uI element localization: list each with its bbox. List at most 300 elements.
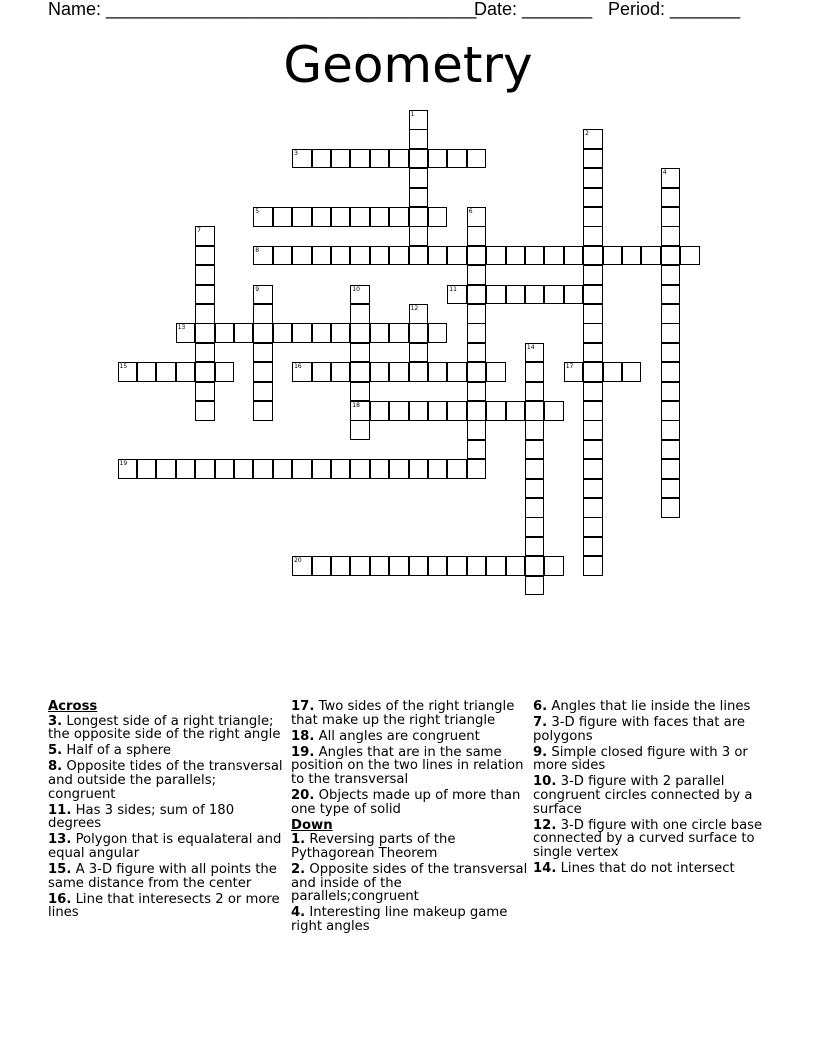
crossword-cell[interactable] xyxy=(409,226,429,246)
crossword-cell[interactable] xyxy=(409,401,429,421)
crossword-cell[interactable] xyxy=(525,537,545,557)
clue-across-3 xyxy=(48,715,286,742)
crossword-cell[interactable] xyxy=(447,556,467,576)
clue-number-label: 11 xyxy=(449,285,457,293)
crossword-cell[interactable] xyxy=(195,343,215,363)
crossword-cell[interactable] xyxy=(583,168,603,188)
clue-number: 17. xyxy=(291,699,315,714)
crossword-cell[interactable] xyxy=(350,556,370,576)
crossword-cell[interactable] xyxy=(350,420,370,440)
crossword-cell[interactable] xyxy=(428,246,448,266)
crossword-cell[interactable] xyxy=(506,285,526,305)
crossword-cell[interactable] xyxy=(312,323,332,343)
crossword-cell[interactable] xyxy=(409,459,429,479)
crossword-cell[interactable] xyxy=(331,556,351,576)
crossword-cell[interactable] xyxy=(331,323,351,343)
crossword-cell[interactable] xyxy=(253,323,273,343)
crossword-cell[interactable] xyxy=(389,246,409,266)
clue-text: Line that interesects 2 or more lines xyxy=(48,891,280,921)
clue-number: 13. xyxy=(48,832,72,848)
crossword-cell[interactable] xyxy=(195,362,215,382)
clue-number-label: 7 xyxy=(197,227,201,235)
crossword-cell[interactable] xyxy=(467,265,487,285)
crossword-cell[interactable] xyxy=(234,323,254,343)
crossword-cell[interactable] xyxy=(409,168,429,188)
crossword-cell[interactable] xyxy=(525,440,545,460)
clue-text: Lines that do not intersect xyxy=(560,861,735,877)
crossword-cell[interactable] xyxy=(661,498,681,518)
crossword-cell[interactable] xyxy=(467,362,487,382)
crossword-cell[interactable] xyxy=(156,459,176,479)
clue-number: 1. xyxy=(291,832,306,848)
crossword-cell[interactable] xyxy=(389,207,409,227)
crossword-cell[interactable] xyxy=(467,401,487,421)
crossword-cell[interactable] xyxy=(312,556,332,576)
crossword-cell[interactable] xyxy=(389,401,409,421)
crossword-cell[interactable] xyxy=(156,362,176,382)
crossword-cell[interactable] xyxy=(409,556,429,576)
crossword-cell[interactable] xyxy=(389,556,409,576)
crossword-cell[interactable] xyxy=(544,285,564,305)
crossword-cell[interactable] xyxy=(350,285,370,305)
crossword-cell[interactable] xyxy=(661,246,681,266)
clue-number: 10. xyxy=(533,774,557,790)
crossword-cell[interactable] xyxy=(312,459,332,479)
clue-down-6 xyxy=(533,700,771,714)
crossword-cell[interactable] xyxy=(292,246,312,266)
clue-number-label: 4 xyxy=(662,169,667,177)
crossword-cell[interactable] xyxy=(506,556,526,576)
crossword-cell[interactable] xyxy=(564,362,584,382)
crossword-cell[interactable] xyxy=(661,285,681,305)
crossword-cell[interactable] xyxy=(486,556,506,576)
crossword-cell[interactable] xyxy=(253,246,273,266)
clue-text: A 3-D figure with all points the same distance from the center xyxy=(48,862,277,891)
crossword-cell[interactable] xyxy=(467,556,487,576)
crossword-cell[interactable] xyxy=(525,459,545,479)
crossword-cell[interactable] xyxy=(467,440,487,460)
crossword-cell[interactable] xyxy=(195,226,215,246)
clue-number-label: 8 xyxy=(255,246,260,254)
crossword-cell[interactable] xyxy=(292,323,312,343)
clue-text: Has 3 sides; sum of 180 degrees xyxy=(48,802,235,832)
crossword-cell[interactable] xyxy=(506,401,526,421)
clue-across-13 xyxy=(48,833,286,860)
crossword-cell[interactable] xyxy=(137,459,157,479)
clue-number: 15. xyxy=(48,862,72,878)
crossword-cell[interactable] xyxy=(215,362,235,382)
crossword-cell[interactable] xyxy=(603,362,623,382)
crossword-cell[interactable] xyxy=(661,401,681,421)
crossword-cell[interactable] xyxy=(525,362,545,382)
crossword-cell[interactable] xyxy=(409,343,429,363)
crossword-cell[interactable] xyxy=(312,362,332,382)
clue-across-15 xyxy=(48,863,286,890)
clue-text: Angles that are in the same position on the two lines in relation to the transversal xyxy=(291,744,524,787)
crossword-cell[interactable] xyxy=(467,343,487,363)
crossword-cell[interactable] xyxy=(661,362,681,382)
crossword-cell[interactable] xyxy=(583,420,603,440)
clue-across-19 xyxy=(291,746,529,787)
crossword-cell[interactable] xyxy=(350,207,370,227)
crossword-cell[interactable] xyxy=(253,304,273,324)
clue-text: Two sides of the right triangle that make up the right triangle xyxy=(291,699,515,728)
crossword-cell[interactable] xyxy=(583,459,603,479)
crossword-cell[interactable] xyxy=(603,246,623,266)
crossword-cell[interactable] xyxy=(583,401,603,421)
crossword-cell[interactable] xyxy=(583,382,603,402)
crossword-cell[interactable] xyxy=(273,459,293,479)
name-blank[interactable]: _____________________________________ xyxy=(106,0,477,19)
crossword-cell[interactable] xyxy=(486,246,506,266)
crossword-cell[interactable] xyxy=(331,246,351,266)
crossword-cell[interactable] xyxy=(370,149,390,169)
crossword-cell[interactable] xyxy=(428,149,448,169)
clue-number: 19. xyxy=(291,744,315,760)
crossword-cell[interactable] xyxy=(350,304,370,324)
crossword-cell[interactable] xyxy=(467,323,487,343)
crossword-cell[interactable] xyxy=(253,343,273,363)
crossword-cell[interactable] xyxy=(467,149,487,169)
clue-number-label: 5 xyxy=(255,208,260,215)
crossword-cell[interactable] xyxy=(564,285,584,305)
crossword-cell[interactable] xyxy=(195,401,215,421)
clue-across-17 xyxy=(291,700,529,727)
crossword-cell[interactable] xyxy=(253,459,273,479)
clue-text: Longest side of a right triangle; the opposite side of the right angle xyxy=(48,713,281,743)
crossword-cell[interactable] xyxy=(409,207,429,227)
crossword-cell[interactable] xyxy=(331,362,351,382)
crossword-cell[interactable] xyxy=(253,382,273,402)
crossword-cell[interactable] xyxy=(661,304,681,324)
crossword-cell[interactable] xyxy=(350,382,370,402)
crossword-cell[interactable] xyxy=(370,323,390,343)
crossword-cell[interactable] xyxy=(544,246,564,266)
clue-number-label: 3 xyxy=(294,149,298,157)
clue-text: All angles are congruent xyxy=(318,728,480,744)
clue-text: 3-D figure with one circle base connected by a curved surface to single vertex xyxy=(533,817,763,860)
crossword-cell[interactable] xyxy=(292,556,312,576)
crossword-cell[interactable] xyxy=(350,323,370,343)
crossword-cell[interactable] xyxy=(583,246,603,266)
crossword-cell[interactable] xyxy=(525,285,545,305)
crossword-cell[interactable] xyxy=(215,459,235,479)
date-label: Date: xyxy=(474,0,523,19)
clue-text: Objects made up of more than one type of solid xyxy=(291,788,521,817)
crossword-cell[interactable] xyxy=(525,401,545,421)
clue-text: Reversing parts of the Pythagorean Theorem xyxy=(291,832,456,861)
clue-text: Half of a sphere xyxy=(66,743,172,759)
crossword-cell[interactable] xyxy=(486,362,506,382)
clue-number: 6. xyxy=(533,699,548,714)
crossword-cell[interactable] xyxy=(583,362,603,382)
crossword-cell[interactable] xyxy=(389,323,409,343)
crossword-cell[interactable] xyxy=(525,556,545,576)
crossword-cell[interactable] xyxy=(428,323,448,343)
clue-number: 20. xyxy=(291,788,315,804)
crossword-cell[interactable] xyxy=(467,207,487,227)
clue-text: Opposite sides of the transversal and inside of the parallels;congruent xyxy=(291,862,528,905)
clue-number: 8. xyxy=(48,759,63,775)
clue-number-label: 12 xyxy=(410,305,419,312)
crossword-cell[interactable] xyxy=(312,207,332,227)
clue-number-label: 19 xyxy=(119,460,128,468)
crossword-cell[interactable] xyxy=(467,226,487,246)
crossword-cell[interactable] xyxy=(661,382,681,402)
crossword-cell[interactable] xyxy=(583,440,603,460)
crossword-cell[interactable] xyxy=(525,498,545,518)
clue-number: 9. xyxy=(533,744,548,760)
clue-down-2 xyxy=(291,863,529,904)
clue-across-8 xyxy=(48,760,286,801)
crossword-cell[interactable] xyxy=(622,246,642,266)
clue-number: 18. xyxy=(291,728,315,744)
crossword-cell[interactable] xyxy=(583,323,603,343)
clue-across-20 xyxy=(291,789,529,816)
crossword-cell[interactable] xyxy=(370,207,390,227)
clue-number-label: 14 xyxy=(526,343,535,351)
crossword-cell[interactable] xyxy=(350,246,370,266)
crossword-cell[interactable] xyxy=(544,401,564,421)
crossword-cell[interactable] xyxy=(583,498,603,518)
crossword-cell[interactable] xyxy=(428,401,448,421)
crossword-cell[interactable] xyxy=(622,362,642,382)
crossword-cell[interactable] xyxy=(583,285,603,305)
crossword-cell[interactable] xyxy=(447,246,467,266)
clues-column-1 xyxy=(48,700,286,922)
crossword-cell[interactable] xyxy=(409,129,429,149)
crossword-cell[interactable] xyxy=(292,459,312,479)
crossword-cell[interactable] xyxy=(176,362,196,382)
crossword-cell[interactable] xyxy=(525,576,545,596)
crossword-cell[interactable] xyxy=(447,459,467,479)
crossword-cell[interactable] xyxy=(661,343,681,363)
clue-text: Polygon that is equalateral and equal angular xyxy=(48,832,282,861)
crossword-cell[interactable] xyxy=(583,517,603,537)
clue-number: 12. xyxy=(533,817,557,833)
crossword-cell[interactable] xyxy=(661,226,681,246)
across-heading: Across xyxy=(48,699,98,714)
crossword-cell[interactable] xyxy=(428,556,448,576)
clue-number-label: 16 xyxy=(294,363,302,371)
crossword-cell[interactable] xyxy=(680,246,700,266)
crossword-cell[interactable] xyxy=(486,285,506,305)
crossword-cell[interactable] xyxy=(195,323,215,343)
clue-number: 2. xyxy=(291,862,306,878)
crossword-cell[interactable] xyxy=(661,479,681,499)
clue-number-label: 17 xyxy=(565,363,574,371)
clue-down-14 xyxy=(533,862,771,876)
crossword-cell[interactable] xyxy=(409,149,429,169)
crossword-cell[interactable] xyxy=(350,343,370,363)
crossword-cell[interactable] xyxy=(661,440,681,460)
crossword-cell[interactable] xyxy=(137,362,157,382)
clues-column-2 xyxy=(291,700,529,936)
crossword-cell[interactable] xyxy=(273,246,293,266)
clue-number-label: 15 xyxy=(119,363,128,371)
crossword-cell[interactable] xyxy=(370,459,390,479)
crossword-cell[interactable] xyxy=(428,362,448,382)
crossword-cell[interactable] xyxy=(195,285,215,305)
crossword-cell[interactable] xyxy=(350,149,370,169)
crossword-cell[interactable] xyxy=(447,401,467,421)
crossword-cell[interactable] xyxy=(195,459,215,479)
crossword-cell[interactable] xyxy=(661,323,681,343)
clue-number: 7. xyxy=(533,715,548,731)
clue-down-1 xyxy=(291,833,529,860)
crossword-cell[interactable] xyxy=(118,362,138,382)
clue-number-label: 6 xyxy=(468,208,473,215)
clue-number-label: 10 xyxy=(352,285,360,293)
crossword-cell[interactable] xyxy=(176,323,196,343)
crossword-cell[interactable] xyxy=(583,265,603,285)
crossword-cell[interactable] xyxy=(370,362,390,382)
crossword-cell[interactable] xyxy=(389,459,409,479)
crossword-cell[interactable] xyxy=(583,556,603,576)
period-blank[interactable]: _______ xyxy=(670,0,741,19)
crossword-cell[interactable] xyxy=(409,246,429,266)
clue-down-4 xyxy=(291,906,529,933)
crossword-cell[interactable] xyxy=(253,362,273,382)
clue-across-5 xyxy=(48,744,286,758)
crossword-cell[interactable] xyxy=(447,285,467,305)
crossword-cell[interactable] xyxy=(350,362,370,382)
crossword-cell[interactable] xyxy=(195,265,215,285)
clue-number-label: 18 xyxy=(352,402,360,409)
crossword-cell[interactable] xyxy=(234,459,254,479)
crossword-cell[interactable] xyxy=(583,226,603,246)
crossword-cell[interactable] xyxy=(176,459,196,479)
crossword-cell[interactable] xyxy=(331,459,351,479)
crossword-cell[interactable] xyxy=(583,537,603,557)
crossword-cell[interactable] xyxy=(292,207,312,227)
crossword-cell[interactable] xyxy=(195,246,215,266)
clue-down-9 xyxy=(533,746,771,773)
crossword-cell[interactable] xyxy=(486,401,506,421)
crossword-cell[interactable] xyxy=(661,207,681,227)
clue-across-18 xyxy=(291,730,529,744)
page-title: Geometry xyxy=(283,36,533,94)
crossword-cell[interactable] xyxy=(525,382,545,402)
crossword-cell[interactable] xyxy=(583,188,603,208)
clue-number-label: 13 xyxy=(177,324,186,332)
crossword-cell[interactable] xyxy=(661,459,681,479)
crossword-cell[interactable] xyxy=(409,188,429,208)
crossword-cell[interactable] xyxy=(641,246,661,266)
crossword-cell[interactable] xyxy=(525,246,545,266)
clue-number: 14. xyxy=(533,861,557,877)
crossword-cell[interactable] xyxy=(467,382,487,402)
crossword-cell[interactable] xyxy=(292,362,312,382)
clue-down-10 xyxy=(533,775,771,816)
clue-text: Simple closed figure with 3 or more sides xyxy=(533,744,748,774)
crossword-cell[interactable] xyxy=(312,149,332,169)
crossword-cell[interactable] xyxy=(370,401,390,421)
crossword-cell[interactable] xyxy=(428,459,448,479)
name-label: Name: xyxy=(48,0,107,19)
crossword-cell[interactable] xyxy=(273,323,293,343)
crossword-cell[interactable] xyxy=(447,149,467,169)
crossword-cell[interactable] xyxy=(564,246,584,266)
crossword-cell[interactable] xyxy=(583,207,603,227)
clue-down-7 xyxy=(533,716,771,743)
crossword-cell[interactable] xyxy=(525,479,545,499)
crossword-cell[interactable] xyxy=(350,401,370,421)
clue-text: Interesting line makeup game right angles xyxy=(291,905,508,934)
clue-text: 3-D figure with 2 parallel congruent circles connected by a surface xyxy=(533,774,753,817)
crossword-cell[interactable] xyxy=(544,556,564,576)
crossword-cell[interactable] xyxy=(409,304,429,324)
crossword-cell[interactable] xyxy=(583,149,603,169)
crossword-cell[interactable] xyxy=(195,304,215,324)
crossword-cell[interactable] xyxy=(428,207,448,227)
clue-across-11 xyxy=(48,804,286,831)
crossword-cell[interactable] xyxy=(350,459,370,479)
crossword-cell[interactable] xyxy=(409,323,429,343)
crossword-cell[interactable] xyxy=(467,304,487,324)
crossword-cell[interactable] xyxy=(661,420,681,440)
crossword-cell[interactable] xyxy=(583,343,603,363)
clue-number: 3. xyxy=(48,713,63,729)
clue-across-16 xyxy=(48,893,286,920)
crossword-cell[interactable] xyxy=(525,517,545,537)
crossword-cell[interactable] xyxy=(331,207,351,227)
clue-number-label: 1 xyxy=(410,111,415,118)
clue-number: 16. xyxy=(48,891,72,907)
crossword-cell[interactable] xyxy=(253,285,273,305)
crossword-cell[interactable] xyxy=(467,285,487,305)
clue-number-label: 9 xyxy=(255,285,260,293)
crossword-cell[interactable] xyxy=(253,401,273,421)
crossword-cell[interactable] xyxy=(525,343,545,363)
clue-text: 3-D figure with faces that are polygons xyxy=(533,715,745,744)
crossword-cell[interactable] xyxy=(370,556,390,576)
crossword-cell[interactable] xyxy=(331,149,351,169)
down-heading: Down xyxy=(291,817,333,833)
crossword-cell[interactable] xyxy=(118,459,138,479)
crossword-cell[interactable] xyxy=(195,382,215,402)
crossword-cell[interactable] xyxy=(447,362,467,382)
crossword-cell[interactable] xyxy=(661,265,681,285)
crossword-cell[interactable] xyxy=(467,246,487,266)
date-blank[interactable]: _______ xyxy=(522,0,593,19)
clue-number: 4. xyxy=(291,905,306,921)
clues-column-3 xyxy=(533,700,771,878)
crossword-cell[interactable] xyxy=(583,479,603,499)
clue-down-12 xyxy=(533,819,771,860)
crossword-cell[interactable] xyxy=(389,362,409,382)
crossword-cell[interactable] xyxy=(506,246,526,266)
crossword-cell[interactable] xyxy=(215,323,235,343)
clue-text: Angles that lie inside the lines xyxy=(551,699,751,714)
crossword-cell[interactable] xyxy=(661,168,681,188)
crossword-cell[interactable] xyxy=(253,207,273,227)
crossword-cell[interactable] xyxy=(467,420,487,440)
crossword-cell[interactable] xyxy=(409,110,429,130)
crossword-cell[interactable] xyxy=(583,304,603,324)
crossword-cell[interactable] xyxy=(583,129,603,149)
crossword-cell[interactable] xyxy=(389,149,409,169)
crossword-cell[interactable] xyxy=(370,246,390,266)
crossword-cell[interactable] xyxy=(467,459,487,479)
crossword-cell[interactable] xyxy=(292,149,312,169)
crossword-cell[interactable] xyxy=(661,188,681,208)
crossword-cell[interactable] xyxy=(409,362,429,382)
crossword-cell[interactable] xyxy=(312,246,332,266)
crossword-cell[interactable] xyxy=(525,420,545,440)
crossword-cell[interactable] xyxy=(273,207,293,227)
clue-number: 5. xyxy=(48,743,63,759)
